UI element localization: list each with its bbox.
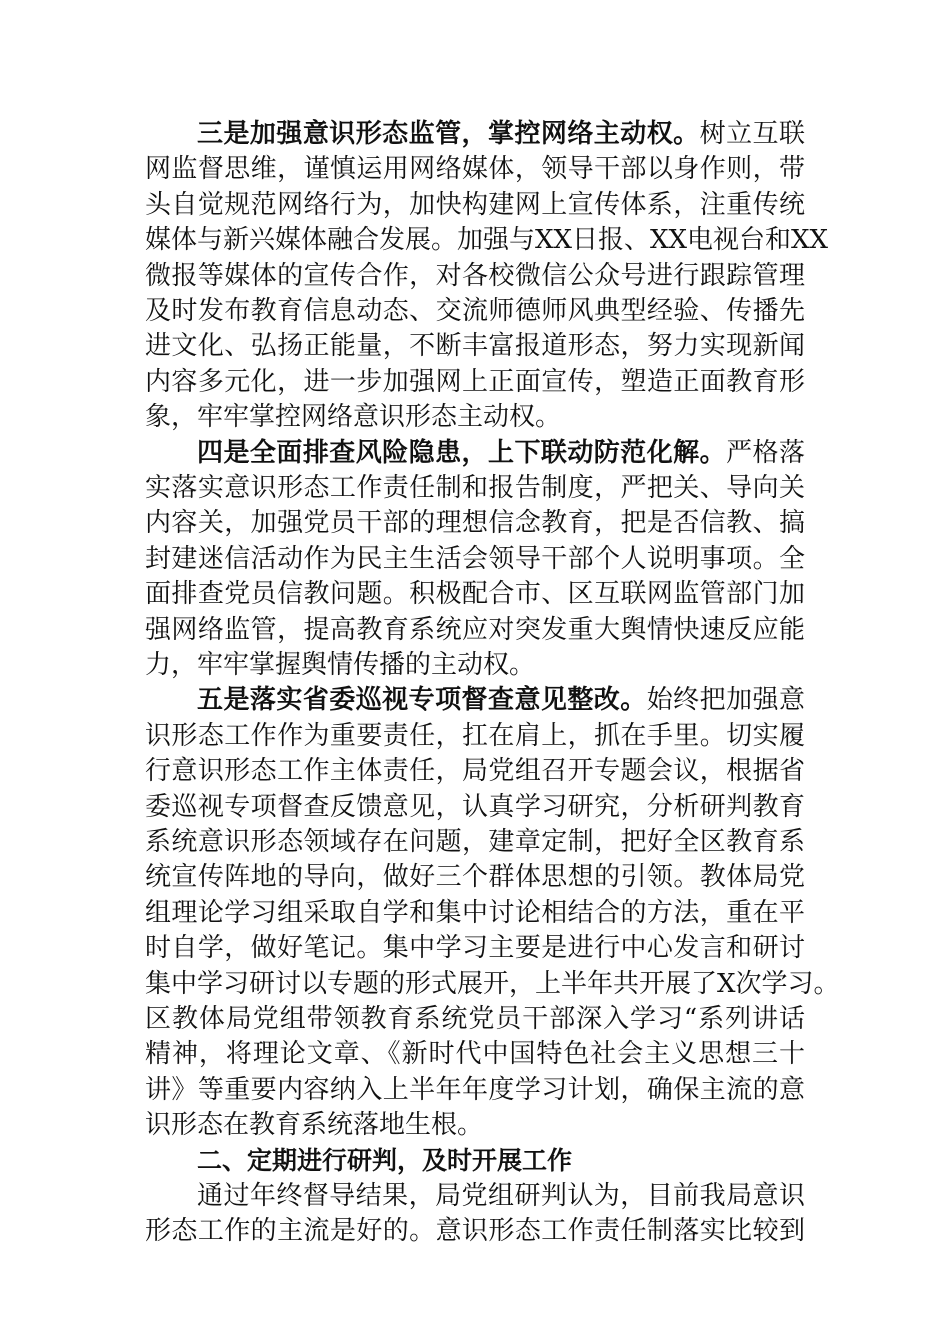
paragraph-1-line-8: 内容多元化，进一步加强网上正面宣传，塑造正面教育形 [145,367,805,397]
paragraph-3-line-3: 行意识形态工作主体责任，局党组召开专题会议，根据省 [145,756,805,786]
paragraph-1-line-7: 进文化、弘扬正能量，不断丰富报道形态，努力实现新闻 [145,331,805,361]
paragraph-3-line-8: 时自学，做好笔记。集中学习主要是进行中心发言和研讨 [145,933,805,963]
paragraph-2-line-4: 封建迷信活动作为民主生活会领导干部个人说明事项。全 [145,544,805,574]
paragraph-1-line-9: 象，牢牢掌控网络意识形态主动权。 [145,402,562,432]
paragraph-1-line-1 [197,117,805,151]
paragraph-2-line-2: 实落实意识形态工作责任制和报告制度，严把关、导向关 [145,473,805,503]
closing-line-1: 通过年终督导结果，局党组研判认为，目前我局意识 [197,1181,805,1211]
paragraph-3-line-13: 识形态在教育系统落地生根。 [145,1110,484,1140]
paragraph-3-line-12: 讲》等重要内容纳入上半年年度学习计划，确保主流的意 [145,1075,805,1105]
paragraph-2-text: 严格落 [726,438,805,468]
paragraph-1-line-4: 媒体与新兴媒体融合发展。加强与XX日报、XX电视台和XX [145,225,829,255]
paragraph-3-line-4: 委巡视专项督查反馈意见，认真学习研究，分析研判教育 [145,792,805,822]
paragraph-1-text: 树立互联 [699,119,805,149]
paragraph-2-line-1 [197,436,805,470]
paragraph-2-line-5: 面排查党员信教问题。积极配合市、区互联网监管部门加 [145,579,805,609]
paragraph-3-lead: 五是落实省委巡视专项督查意见整改。 [197,685,647,715]
paragraph-2-lead: 四是全面排查风险隐患，上下联动防范化解。 [197,438,727,468]
section-heading: 二、定期进行研判，及时开展工作 [197,1146,573,1175]
paragraph-3-line-6: 统宣传阵地的导向，做好三个群体思想的引领。教体局党 [145,862,805,892]
paragraph-2-line-7: 力，牢牢掌握舆情传播的主动权。 [145,650,536,680]
paragraph-3-line-11: 精神，将理论文章、《新时代中国特色社会主义思想三十 [145,1039,805,1069]
paragraph-3-line-10: 区教体局党组带领教育系统党员干部深入学习“系列讲话 [145,1004,805,1034]
paragraph-2-line-6: 强网络监管，提高教育系统应对突发重大舆情快速反应能 [145,615,805,645]
closing-line-2: 形态工作的主流是好的。意识形态工作责任制落实比较到 [145,1216,805,1246]
paragraph-3-line-5: 系统意识形态领域存在问题，建章定制，把好全区教育系 [145,827,805,857]
paragraph-3-line-1 [197,683,805,717]
paragraph-1-line-2: 网监督思维，谨慎运用网络媒体，领导干部以身作则，带 [145,154,805,184]
paragraph-3-line-2: 识形态工作作为重要责任，扛在肩上，抓在手里。切实履 [145,721,805,751]
paragraph-3-text: 始终把加强意 [646,685,805,715]
paragraph-1-line-5: 微报等媒体的宣传合作，对各校微信公众号进行跟踪管理 [145,261,805,291]
paragraph-1-lead: 三是加强意识形态监管，掌控网络主动权。 [197,119,700,149]
paragraph-1-line-3: 头自觉规范网络行为，加快构建网上宣传体系，注重传统 [145,190,805,220]
paragraph-3-line-9: 集中学习研讨以专题的形式展开，上半年共开展了X次学习。 [145,969,840,999]
paragraph-1-line-6: 及时发布教育信息动态、交流师德师风典型经验、传播先 [145,296,805,326]
paragraph-3-line-7: 组理论学习组采取自学和集中讨论相结合的方法，重在平 [145,898,805,928]
paragraph-2-line-3: 内容关，加强党员干部的理想信念教育，把是否信教、搞 [145,508,805,538]
